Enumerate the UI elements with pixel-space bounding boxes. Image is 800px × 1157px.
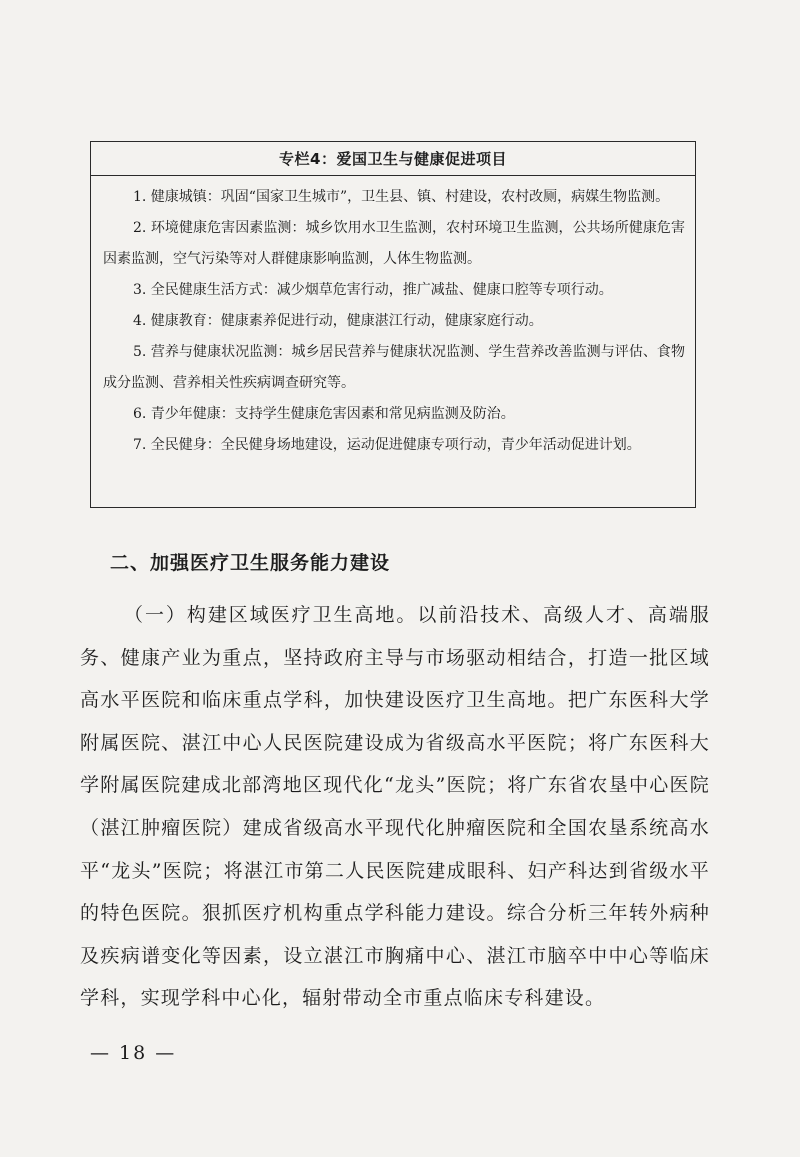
feature-item: 5. 营养与健康状况监测：城乡居民营养与健康状况监测、学生营养改善监测与评估、食物成分监测、营养相关性疾病调查研究等。	[103, 344, 685, 391]
page-number: — 18 —	[90, 1042, 177, 1064]
section-paragraph: （一）构建区域医疗卫生高地。以前沿技术、高级人才、高端服务、健康产业为重点，坚持政府主导与市场驱动相结合，打造一批区域高水平医院和临床重点学科，加快建设医疗卫生高地。把广东医科大学附属医院、湛江中心人民医院建设成为省级高水平医院；将广东医科大学附属医院建成北部湾地区现代化“龙头”医院；将广东省农垦中心医院（湛江肿瘤医院）建成省级高水平现代化肿瘤医院和全国农垦系统高水平“龙头”医院；将湛江市第二人民医院建成眼科、妇产科达到省级水平的特色医院。狠抓医疗机构重点学科能力建设。综合分析三年转外病种及疾病谱变化等因素，设立湛江市胸痛中心、湛江市脑卒中中心等临床学科，实现学科中心化，辐射带动全市重点临床专科建设。	[80, 604, 710, 1010]
feature-item: 3. 全民健康生活方式：减少烟草危害行动，推广减盐、健康口腔等专项行动。	[133, 282, 613, 298]
feature-item: 2. 环境健康危害因素监测：城乡饮用水卫生监测，农村环境卫生监测，公共场所健康危害因素监测，空气污染等对人群健康影响监测，人体生物监测。	[103, 220, 685, 267]
feature-box	[90, 141, 696, 508]
feature-item: 7. 全民健身：全民健身场地建设，运动促进健康专项行动，青少年活动促进计划。	[133, 437, 641, 453]
feature-box-title: 专栏4：爱国卫生与健康促进项目	[91, 142, 695, 176]
section-heading: 二、加强医疗卫生服务能力建设	[110, 552, 391, 574]
feature-item: 1. 健康城镇：巩固“国家卫生城市”，卫生县、镇、村建设，农村改厕，病媒生物监测。	[133, 189, 670, 205]
feature-box-body	[91, 176, 695, 461]
feature-item: 6. 青少年健康：支持学生健康危害因素和常见病监测及防治。	[133, 406, 515, 422]
feature-item: 4. 健康教育：健康素养促进行动，健康湛江行动，健康家庭行动。	[133, 313, 543, 329]
